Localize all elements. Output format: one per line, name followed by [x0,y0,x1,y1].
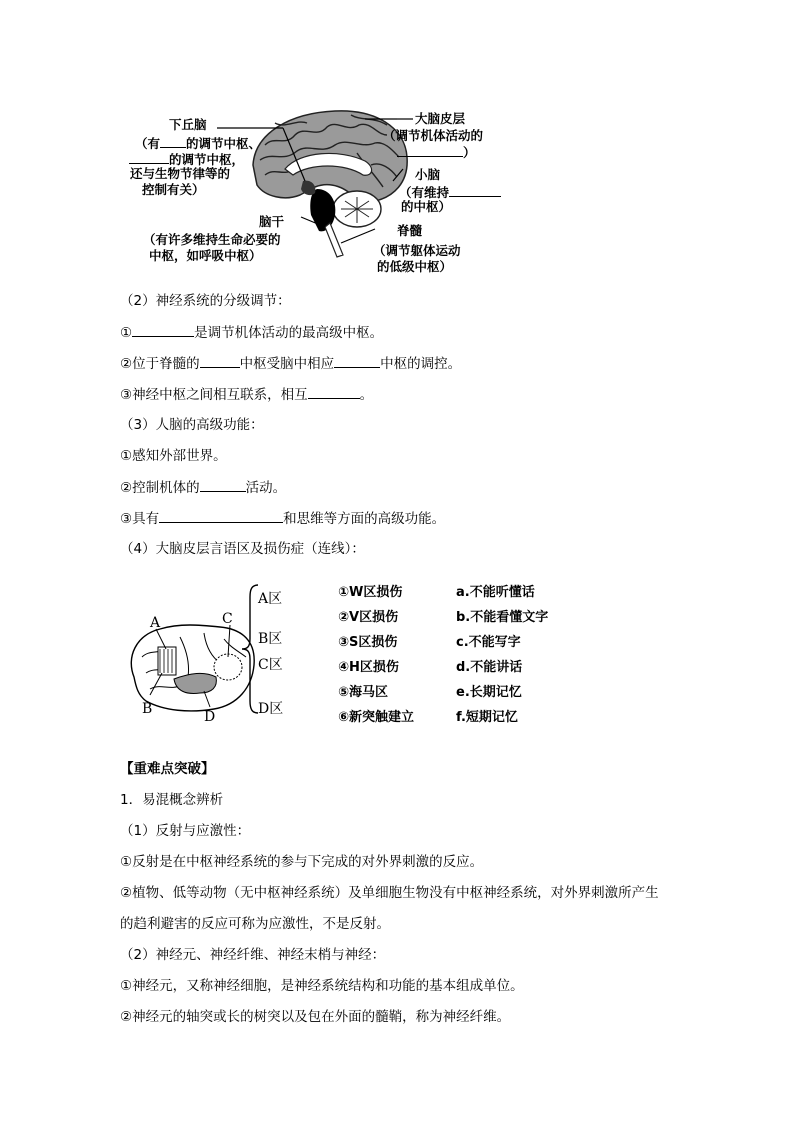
language-area-figure [120,577,550,737]
sec3-item3 [120,509,445,528]
zone-b: B区 [258,631,283,647]
blank-sec2-2b[interactable] [334,354,380,368]
spinal-label: 脊髓 [397,223,423,238]
letter-c: C [222,611,233,627]
right-item-d[interactable]: d.不能讲话 [456,660,523,675]
key-para-2a: ②植物、低等动物（无中枢神经系统）及单细胞生物没有中枢神经系统，对外界刺激所产生 [120,885,659,901]
blank-hypo-1[interactable] [160,134,186,148]
brainstem-line1: （有许多维持生命必要的 [143,232,281,247]
key-para-3: ①神经元，又称神经细胞，是神经系统结构和功能的基本组成单位。 [120,978,524,994]
zone-d: D区 [258,701,284,717]
left-item-4[interactable]: ④H区损伤 [338,660,399,675]
blank-sec2-2a[interactable] [200,354,240,368]
zone-c: C区 [258,657,283,673]
sec2-item2-text-a: ②位于脊髓的 [120,356,200,372]
right-item-e[interactable]: e.长期记忆 [456,685,522,700]
sec2-item1-text: 是调节机体活动的最高级中枢。 [194,325,384,341]
hypothalamus-label: 下丘脑 [169,117,207,132]
right-item-b[interactable]: b.不能看懂文字 [456,610,549,625]
key-para-1: ①反射是在中枢神经系统的参与下完成的对外界刺激的反应。 [120,854,484,870]
key-para-4: ②神经元的轴突或长的树突以及包在外面的髓鞘，称为神经纤维。 [120,1009,511,1025]
blank-sec3-3[interactable] [159,509,283,523]
cortex-line2 [397,143,476,160]
right-item-f[interactable]: f.短期记忆 [456,710,518,725]
sec2-item1 [120,323,383,342]
cerebellum-label: 小脑 [415,167,441,182]
right-item-c[interactable]: c.不能写字 [456,635,521,650]
left-item-1[interactable]: ①W区损伤 [338,585,403,600]
sec4-heading: （4）大脑皮层言语区及损伤症（连线）： [120,541,365,557]
sec2-heading: （2）神经系统的分级调节： [120,293,291,309]
cerebellum-text-1: （有维持 [399,185,450,200]
sec2-item2-text-b: 中枢受脑中相应 [239,356,335,372]
blank-hypo-2[interactable] [129,150,169,164]
sec2-item2 [120,354,461,373]
letter-a: A [150,615,161,631]
letter-d: D [204,709,216,725]
cortex-close: ） [463,145,476,160]
sec3-item2-text-a: ②控制机体的 [120,480,200,496]
left-item-6[interactable]: ⑥新突触建立 [338,710,415,725]
cortex-line1: （调节机体活动的 [383,128,484,143]
spinal-line2: 的低级中枢） [377,259,453,274]
blank-sec3-2[interactable] [200,478,246,492]
hypothalamus-line1 [135,134,261,151]
sec2-item3-text-b: 。 [359,387,374,403]
brainstem-label: 脑干 [259,214,285,229]
brain-section-figure [125,105,515,280]
hypothalamus-text-1a: （有 [135,136,161,151]
blank-cerebellum[interactable] [449,183,501,197]
hypothalamus-text-1b: 的调节中枢、 [186,136,262,151]
sec3-item2 [120,478,286,497]
sec3-heading: （3）人脑的高级功能： [120,417,264,433]
left-item-5[interactable]: ⑤海马区 [338,685,389,700]
hypothalamus-text-2: 的调节中枢， [169,152,245,167]
blank-sec2-3[interactable] [308,385,360,399]
cortex-label: 大脑皮层 [415,111,466,126]
blank-sec2-1[interactable] [132,323,194,337]
sec3-item3-text-a: ③具有 [120,511,160,527]
hypothalamus-line3: 还与生物节律等的 [130,166,231,181]
hypothalamus-line4: 控制有关） [142,182,205,197]
sec2-item3 [120,385,373,404]
key-section-1: 1．易混概念辨析 [120,792,224,808]
sec3-item2-text-b: 活动。 [245,480,287,496]
left-item-3[interactable]: ③S区损伤 [338,635,398,650]
cerebellum-line1 [399,183,501,200]
sec2-item2-text-c: 中枢的调控。 [380,356,462,372]
brainstem-line2: 中枢，如呼吸中枢） [149,248,262,263]
letter-b: B [142,701,153,717]
sec3-item1: ①感知外部世界。 [120,448,227,464]
key-heading: 【重难点突破】 [120,761,215,777]
right-item-a[interactable]: a.不能听懂话 [456,585,535,600]
key-para-2b: 的趋利避害的反应可称为应激性，不是反射。 [120,916,390,932]
sec3-item3-text-b: 和思维等方面的高级功能。 [283,511,446,527]
key-sub-1: （1）反射与应激性： [120,823,251,839]
sec2-item3-text-a: ③神经中枢之间相互联系，相互 [120,387,308,403]
sec2-item1-num: ① [120,325,133,341]
blank-cortex[interactable] [397,143,463,157]
zone-a: A区 [258,591,283,607]
hypothalamus-line2 [129,150,244,167]
cerebellum-line2: 的中枢） [401,199,452,214]
left-item-2[interactable]: ②V区损伤 [338,610,399,625]
key-sub-2: （2）神经元、神经纤维、神经末梢与神经： [120,947,386,963]
spinal-line1: （调节躯体运动 [373,243,461,258]
